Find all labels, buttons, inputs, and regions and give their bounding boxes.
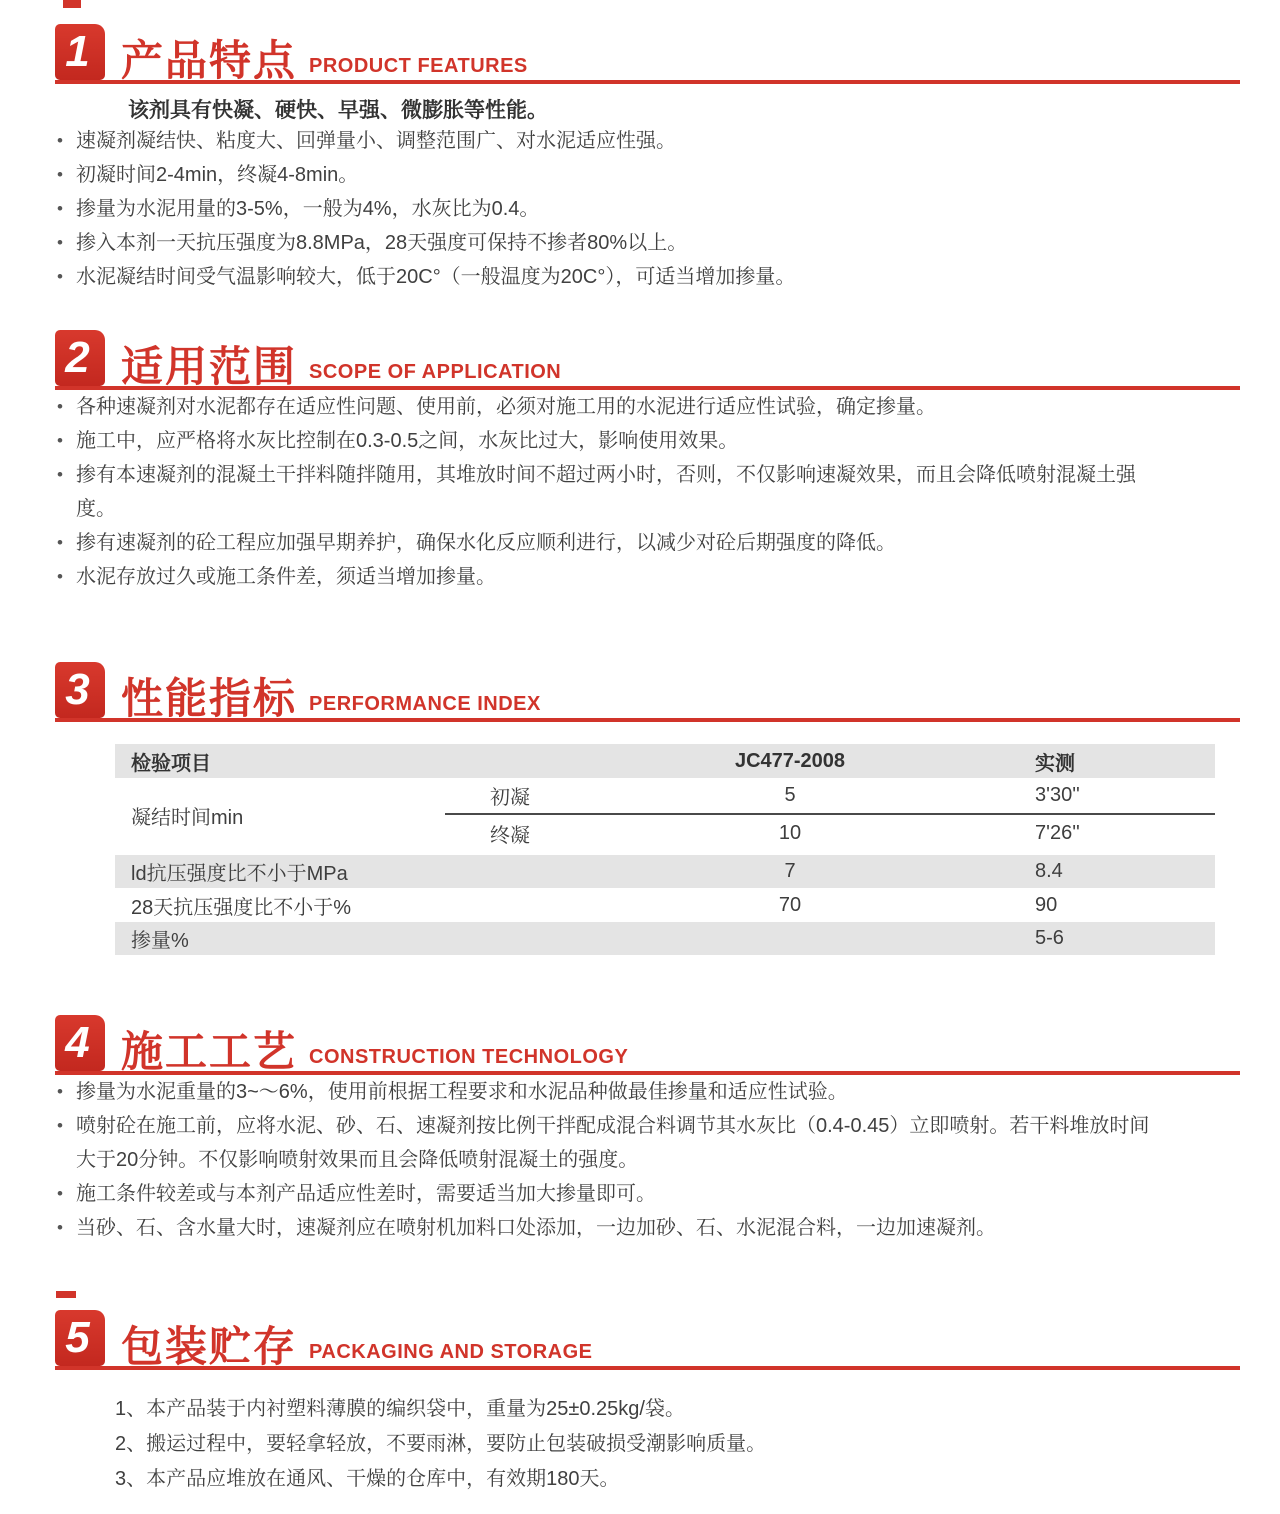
cell-sub-label: 初凝 [490, 787, 530, 809]
cell-sub-label: 终凝 [490, 825, 530, 847]
bullet-item: • 掺量为水泥用量的3-5%，一般为4%，水灰比为0.4。 [55, 192, 1160, 226]
section-3-subtitle-en: PERFORMANCE INDEX [309, 693, 541, 715]
list-item: 2、搬运过程中，要轻拿轻放，不要雨淋，要防止包装破损受潮影响质量。 [115, 1433, 767, 1455]
table-row [115, 922, 1215, 955]
section-5-number-badge: 5 [55, 1310, 105, 1366]
bullet-item: • 当砂、石、含水量大时，速凝剂应在喷射机加料口处添加，一边加砂、石、水泥混合料，一边加速凝剂。 [55, 1211, 1160, 1245]
performance-table [115, 744, 1215, 955]
red-crop-artifact-above-section-5 [56, 1291, 76, 1298]
bullet-item: • 各种速凝剂对水泥都存在适应性问题、使用前，必须对施工用的水泥进行适应性试验，确定掺量。 [55, 390, 1160, 424]
section-1-intro: 该剂具有快凝、硬快、早强、微膨胀等性能。 [128, 99, 548, 122]
section-2-subtitle-en: SCOPE OF APPLICATION [309, 361, 562, 383]
bullet-item: • 掺有本速凝剂的混凝土干拌料随拌随用，其堆放时间不超过两小时，否则，不仅影响速凝效果，而且会降低喷射混凝土强度。 [55, 458, 1160, 526]
table-header-row [115, 744, 1215, 778]
section-product-features [55, 24, 1240, 294]
table-header-measured: 实测 [1035, 752, 1075, 775]
section-1-header [55, 24, 1240, 84]
section-1-title: 产品特点 [121, 37, 298, 84]
section-2-title: 适用范围 [121, 343, 298, 390]
bullet-item: • 掺入本剂一天抗压强度为8.8MPa，28天强度可保持不掺者80%以上。 [55, 226, 1160, 260]
section-1-bullet-list [55, 124, 1240, 294]
cell-standard-value: 70 [778, 893, 802, 916]
section-5-subtitle-en: PACKAGING AND STORAGE [309, 1341, 593, 1363]
red-crop-artifact-top [63, 0, 81, 8]
setting-time-label: 凝结时间min [131, 806, 244, 829]
section-4-bullet-list [55, 1075, 1240, 1245]
table-header-item: 检验项目 [131, 752, 211, 775]
section-1-number-badge: 1 [55, 24, 105, 80]
section-3-number-badge: 3 [55, 662, 105, 718]
section-2-bullet-list [55, 390, 1240, 594]
table-header-standard: JC477-2008 [734, 749, 846, 772]
section-4-header [55, 1015, 1240, 1075]
section-5-title: 包装贮存 [121, 1323, 298, 1370]
table-row [445, 778, 1215, 815]
section-1-subtitle-en: PRODUCT FEATURES [309, 55, 528, 77]
section-2-header [55, 330, 1240, 390]
bullet-item: • 水泥凝结时间受气温影响较大，低于20C°（一般温度为20C°），可适当增加掺量。 [55, 260, 1160, 294]
section-2-number-badge: 2 [55, 330, 105, 386]
table-row [115, 888, 1215, 922]
bullet-item: • 水泥存放过久或施工条件差，须适当增加掺量。 [55, 560, 1160, 594]
cell-standard-value: 5 [784, 784, 796, 806]
section-packaging-and-storage [55, 1310, 1240, 1497]
section-3-header [55, 662, 1240, 722]
bullet-item: • 喷射砼在施工前，应将水泥、砂、石、速凝剂按比例干拌配成混合料调节其水灰比（0.4-0.45）立即喷射。若干料堆放时间大于20分钟。不仅影响喷射效果而且会降低喷射混凝土的强度。 [55, 1109, 1160, 1177]
cell-measured-value: 90 [1035, 893, 1058, 916]
bullet-item: • 施工中，应严格将水灰比控制在0.3-0.5之间，水灰比过大，影响使用效果。 [55, 424, 1160, 458]
cell-measured-value: 8.4 [1035, 860, 1063, 882]
table-row [445, 815, 1215, 852]
table-group-setting-time [115, 778, 1215, 852]
cell-row-label: 掺量% [131, 930, 189, 952]
section-5-header [55, 1310, 1240, 1370]
section-construction-technology [55, 1015, 1240, 1245]
section-4-title: 施工工艺 [121, 1028, 298, 1075]
section-3-title: 性能指标 [121, 675, 298, 722]
setting-time-subrows [445, 778, 1215, 852]
cell-standard-value: 10 [778, 822, 802, 844]
bullet-item: • 施工条件较差或与本剂产品适应性差时，需要适当加大掺量即可。 [55, 1177, 1160, 1211]
section-5-numbered-list [115, 1392, 1240, 1497]
cell-measured-value: 7'26'' [1035, 822, 1080, 844]
bullet-item: • 掺有速凝剂的砼工程应加强早期养护，确保水化反应顺利进行，以减少对砼后期强度的降低。 [55, 526, 1160, 560]
table-row [115, 855, 1215, 888]
cell-measured-value: 5-6 [1035, 927, 1064, 949]
cell-row-label: ld抗压强度比不小于MPa [131, 863, 348, 885]
bullet-item: • 掺量为水泥重量的3~～6%，使用前根据工程要求和水泥品种做最佳掺量和适应性试验。 [55, 1075, 1160, 1109]
bullet-item: • 初凝时间2-4min，终凝4-8min。 [55, 158, 1160, 192]
list-item: 3、本产品应堆放在通风、干燥的仓库中，有效期180天。 [115, 1468, 620, 1490]
list-item: 1、本产品装于内衬塑料薄膜的编织袋中，重量为25±0.25kg/袋。 [115, 1398, 685, 1420]
bullet-item: • 速凝剂凝结快、粘度大、回弹量小、调整范围广、对水泥适应性强。 [55, 124, 1160, 158]
section-4-subtitle-en: CONSTRUCTION TECHNOLOGY [309, 1046, 629, 1068]
section-4-number-badge: 4 [55, 1015, 105, 1071]
cell-standard-value: 7 [784, 860, 796, 882]
cell-row-label: 28天抗压强度比不小于% [131, 896, 352, 919]
cell-measured-value: 3'30'' [1035, 784, 1080, 806]
section-performance-index [55, 662, 1240, 955]
section-scope-of-application [55, 330, 1240, 594]
